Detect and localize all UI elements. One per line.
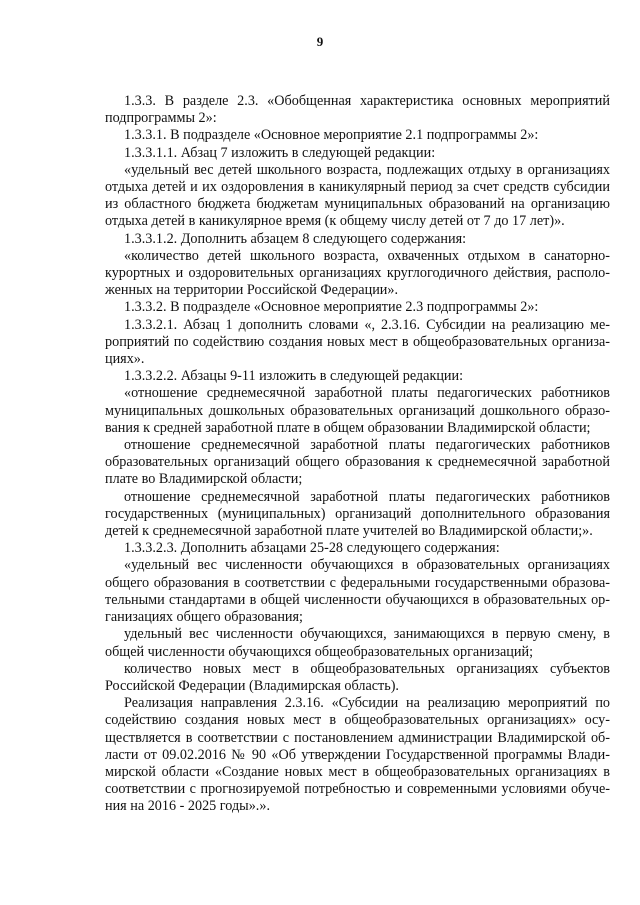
first-shift-students-share: удельный вес численности обучающихся, занимающихся в первую смену, в общей численности обучающихся общеобразовательных организаций; (105, 626, 610, 660)
general-education-salary-ratio: отношение среднемесячной заработной платы педагогических работников образовательных организаций общего образования к среднемесячной заработной плате во Владимирской области; (105, 437, 610, 488)
document-body (105, 93, 610, 816)
paragraph-1-3-3-2-2: 1.3.3.2.2. Абзацы 9-11 изложить в следующей редакции: (124, 368, 464, 385)
paragraph-1-3-3-1: 1.3.3.1. В подразделе «Основное мероприятие 2.1 подпрограммы 2»: (124, 127, 539, 144)
quote-fgos-students-share: «удельный вес численности обучающихся в образовательных организациях общего образования в соответствии с федеральными государственными образовательными стандартами в общей численности обучающихся в образовательных организациях общего образования; (105, 557, 610, 626)
quote-preschool-salary-ratio: «отношение среднемесячной заработной платы педагогических работников муниципальных дошкольных образовательных организаций дошкольного образования к средней заработной плате в общем образовании Владимирской области; (105, 385, 610, 436)
page-number: 9 (316, 34, 324, 49)
paragraph-1-3-3-1-1: 1.3.3.1.1. Абзац 7 изложить в следующей редакции: (124, 144, 436, 161)
quote-children-sanatorium-count: «количество детей школьного возраста, охваченных отдыхом в санаторно-курортных и оздоровительных организациях круглогодичного действия, расположенных на территории Российской Федерации». (105, 247, 610, 299)
paragraph-1-3-3: 1.3.3. В разделе 2.3. «Обобщенная характеристика основных мероприятий подпрограммы 2»: (105, 93, 610, 127)
paragraph-1-3-3-2-1: 1.3.3.2.1. Абзац 1 дополнить словами «, 2.3.16. Субсидии на реализацию мероприятий по содействию создания новых мест в общеобразовательных организациях». (105, 316, 610, 368)
paragraph-1-3-3-1-2: 1.3.3.1.2. Дополнить абзацем 8 следующего содержания: (124, 230, 467, 247)
new-school-places-count: количество новых мест в общеобразовательных организациях субъектов Российской Федерации (Владимирская область). (105, 660, 610, 694)
paragraph-1-3-3-2-3: 1.3.3.2.3. Дополнить абзацами 25-28 следующего содержания: (124, 540, 500, 557)
direction-2-3-16-implementation: Реализация направления 2.3.16. «Субсидии на реализацию мероприятий по содействию создания новых мест в общеобразовательных организациях» осуществляется в соответствии с постановлением администрации Владимирской области от 09.02.2016 № 90 «Об утверждении Государственной программы Владимирской области «Создание новых мест в общеобразовательных организациях в соответствии с прогнозируемой потребностью и современными условиями обучения на 2016 - 2025 годы».». (105, 695, 610, 815)
paragraph-1-3-3-2: 1.3.3.2. В подразделе «Основное мероприятие 2.3 подпрограммы 2»: (124, 299, 539, 316)
quote-children-rest-share: «удельный вес детей школьного возраста, подлежащих отдыху в организациях отдыха детей и их оздоровления в каникулярный период за счет средств субсидии из областного бюджета бюджетам муниципальных образований на организацию отдыха детей в каникулярное время (к общему числу детей от 7 до 17 лет)». (105, 161, 610, 230)
additional-education-salary-ratio: отношение среднемесячной заработной платы педагогических работников государственных (муниципальных) организаций дополнительного образования детей к среднемесячной заработной плате учителей во Владимирской области;». (105, 488, 610, 540)
